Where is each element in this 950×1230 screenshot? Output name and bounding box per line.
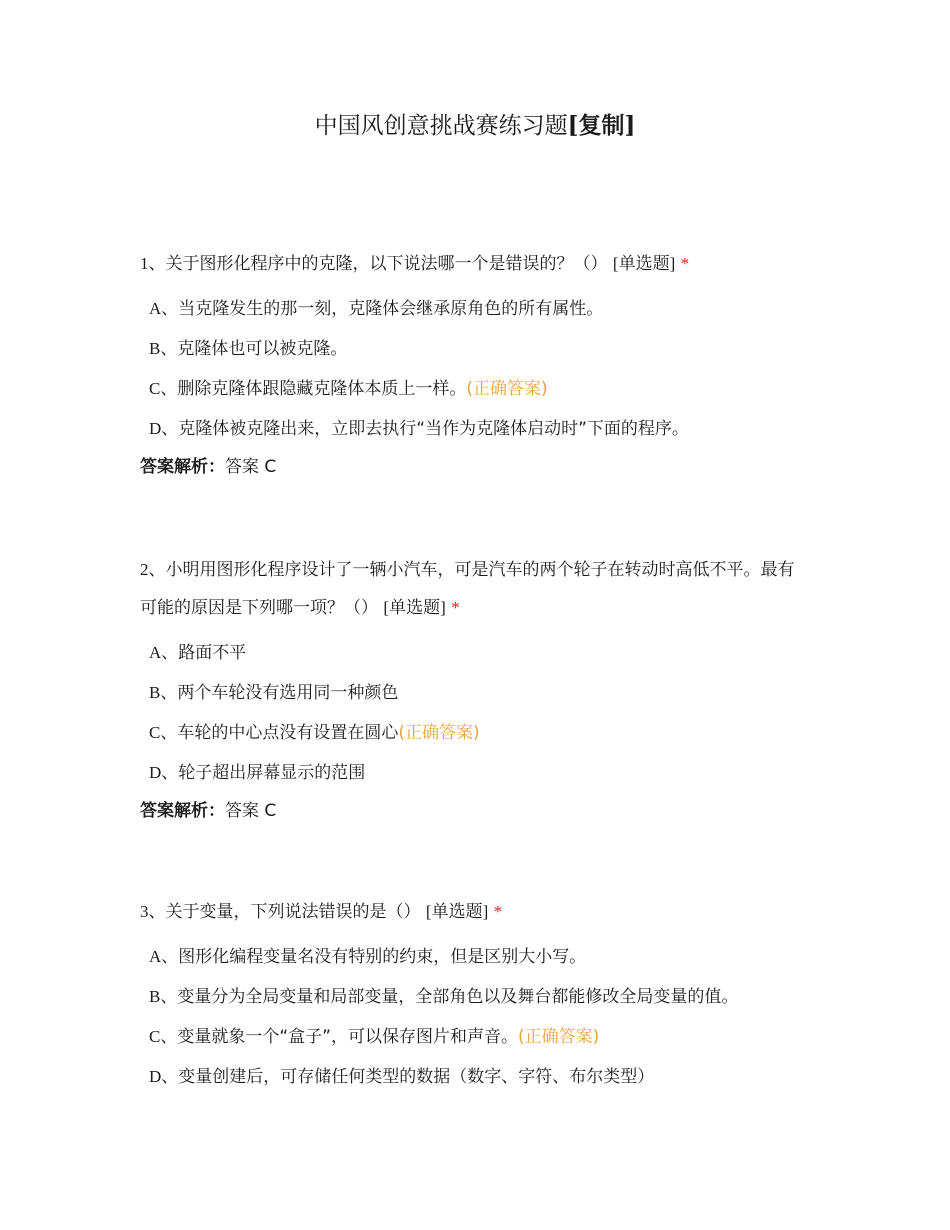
answer-analysis: [140, 793, 800, 829]
option-letter: D、: [149, 1067, 179, 1086]
option-text: 路面不平: [178, 643, 247, 663]
option-letter: A、: [149, 299, 179, 318]
question-3: [140, 893, 800, 1097]
question-number: 2、: [140, 560, 166, 579]
option-text: 变量创建后，可存储任何类型的数据（数字、字符、布尔类型）: [178, 1067, 655, 1087]
option-letter: C、: [149, 379, 178, 398]
option-a: [149, 289, 800, 329]
option-letter: B、: [149, 987, 178, 1006]
option-text: 克隆体被克隆出来，立即去执行“当作为克隆体启动时”下面的程序。: [178, 419, 689, 439]
option-a: [149, 633, 800, 673]
option-text: 当克隆发生的那一刻，克隆体会继承原角色的所有属性。: [178, 299, 604, 319]
option-letter: C、: [149, 723, 178, 742]
document-title: [0, 108, 950, 144]
question-stem: [140, 245, 800, 283]
analysis-label: 答案解析：: [140, 801, 225, 821]
option-text: 轮子超出屏幕显示的范围: [178, 763, 366, 783]
option-letter: D、: [149, 763, 179, 782]
correct-answer-marker: (正确答案): [517, 1027, 600, 1047]
option-list: [140, 633, 800, 793]
option-d: [149, 753, 800, 793]
correct-answer-marker: (正确答案): [398, 723, 480, 743]
required-mark: *: [680, 254, 690, 273]
analysis-text: 答案 C: [225, 457, 277, 477]
option-b: [149, 329, 800, 369]
question-type: [单选题]: [383, 598, 446, 617]
option-text: 图形化编程变量名没有特别的约束，但是区别大小写。: [178, 947, 587, 967]
title-text: 中国风创意挑战赛练习题: [314, 113, 568, 139]
question-stem: [140, 893, 800, 931]
option-text: 车轮的中心点没有设置在圆心: [177, 723, 399, 743]
question-number: 1、: [140, 254, 166, 273]
required-mark: *: [493, 902, 503, 921]
correct-answer-marker: (正确答案): [466, 379, 548, 399]
option-d: [149, 1057, 800, 1097]
option-list: [140, 289, 800, 449]
answer-analysis: [140, 449, 800, 485]
option-letter: A、: [149, 947, 179, 966]
question-number: 3、: [140, 902, 166, 921]
analysis-text: 答案 C: [225, 801, 277, 821]
question-text: 小明用图形化程序设计了一辆小汽车，可是汽车的两个轮子在转动时高低不平。最有可能的原因是下列哪一项？（）: [140, 560, 795, 618]
option-list: [140, 937, 800, 1097]
option-text: 变量分为全局变量和局部变量，全部角色以及舞台都能修改全局变量的值。: [177, 987, 739, 1007]
option-text: 变量就象一个“盒子”，可以保存图片和声音。: [177, 1027, 518, 1047]
option-text: 删除克隆体跟隐藏克隆体本质上一样。: [177, 379, 467, 399]
option-c: [149, 1017, 800, 1057]
option-letter: A、: [149, 643, 179, 662]
question-type: [单选题]: [612, 254, 676, 273]
title-suffix: [复制]: [567, 112, 636, 139]
question-stem: [140, 551, 800, 627]
analysis-label: 答案解析：: [140, 457, 225, 477]
option-letter: B、: [149, 683, 178, 702]
required-mark: *: [451, 598, 460, 617]
option-b: [149, 673, 800, 713]
option-a: [149, 937, 800, 977]
option-b: [149, 977, 800, 1017]
question-text: 关于变量，下列说法错误的是（）: [165, 902, 421, 922]
question-type: [单选题]: [425, 902, 489, 921]
question-1: [140, 245, 800, 485]
question-text: 关于图形化程序中的克隆，以下说法哪一个是错误的？（）: [165, 254, 608, 274]
option-c: [149, 369, 800, 409]
option-letter: D、: [149, 419, 179, 438]
option-text: 两个车轮没有选用同一种颜色: [177, 683, 399, 703]
option-letter: B、: [149, 339, 178, 358]
option-d: [149, 409, 800, 449]
question-2: [140, 551, 800, 829]
option-text: 克隆体也可以被克隆。: [177, 339, 348, 359]
option-letter: C、: [149, 1027, 178, 1046]
option-c: [149, 713, 800, 753]
